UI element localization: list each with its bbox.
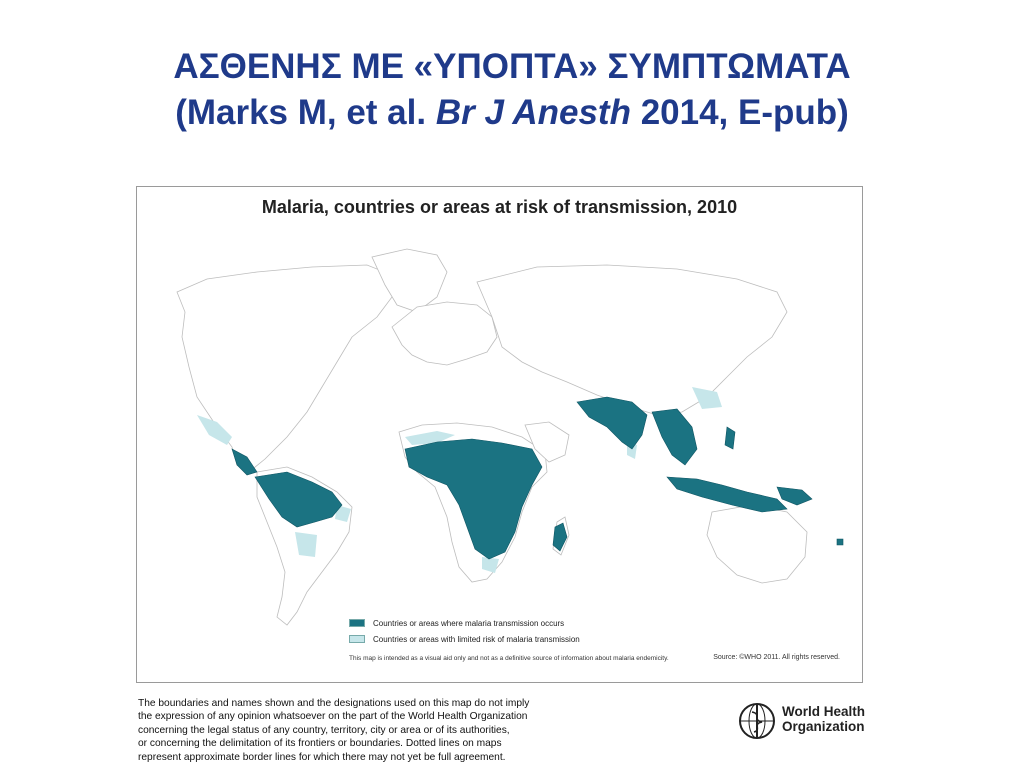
- transmission-southeast-asia: [652, 409, 697, 465]
- disclaimer-line: concerning the legal status of any country, territory, city or area or of its authorities,: [138, 724, 510, 736]
- slide-title-main: ΑΣΘΕΝΗΣ ΜΕ «ΥΠΟΠΤΑ» ΣΥΜΠΤΩΜΑΤΑ: [173, 47, 851, 86]
- legend-label-transmission: Countries or areas where malaria transmission occurs: [373, 618, 565, 628]
- asia-landmass: [477, 265, 787, 415]
- citation-authors: (Marks M, et al.: [175, 93, 436, 132]
- transmission-indonesia: [667, 477, 787, 512]
- citation-year: 2014, E-pub): [630, 93, 849, 132]
- north-america-landmass: [177, 265, 397, 472]
- legend-item-transmission: [349, 615, 580, 631]
- map-note: This map is intended as a visual aid only and not as a definitive source of information about malaria endemicity.: [349, 655, 669, 662]
- disclaimer-line: the expression of any opinion whatsoever on the part of the World Health Organization: [138, 711, 528, 723]
- europe-landmass: [392, 302, 497, 365]
- malaria-map-panel: [136, 186, 863, 683]
- legend-item-limited: [349, 631, 580, 647]
- australia-landmass: [707, 505, 807, 583]
- slide-title: [0, 44, 1024, 136]
- citation-journal: Br J Anesth: [435, 93, 631, 132]
- transmission-new-guinea: [777, 487, 812, 505]
- who-wordmark-line2: Organization: [782, 719, 865, 734]
- map-source: Source: ©WHO 2011. All rights reserved.: [713, 654, 840, 661]
- disclaimer-line: represent approximate border lines for which there may not yet be full agreement.: [138, 751, 506, 763]
- who-emblem-icon: [736, 700, 778, 742]
- map-title: Malaria, countries or areas at risk of transmission, 2010: [261, 197, 738, 217]
- transmission-philippines: [725, 427, 735, 449]
- disclaimer-line: or concerning the delimitation of its frontiers or boundaries. Dotted lines on maps: [138, 738, 502, 750]
- legend-label-limited: Countries or areas with limited risk of malaria transmission: [373, 634, 580, 644]
- who-wordmark-line1: World Health: [782, 704, 866, 719]
- world-map: [137, 187, 862, 682]
- map-legend: [349, 615, 580, 647]
- who-logo: [736, 700, 876, 744]
- who-wordmark: [782, 704, 865, 734]
- transmission-sub-saharan-africa: [405, 439, 542, 559]
- disclaimer-line: The boundaries and names shown and the designations used on this map do not imply: [138, 698, 530, 709]
- slide-citation: [0, 90, 1024, 136]
- legend-swatch-transmission: [349, 619, 365, 627]
- transmission-pacific-islands: [837, 539, 843, 545]
- map-disclaimer: [138, 697, 558, 764]
- legend-swatch-limited: [349, 635, 365, 643]
